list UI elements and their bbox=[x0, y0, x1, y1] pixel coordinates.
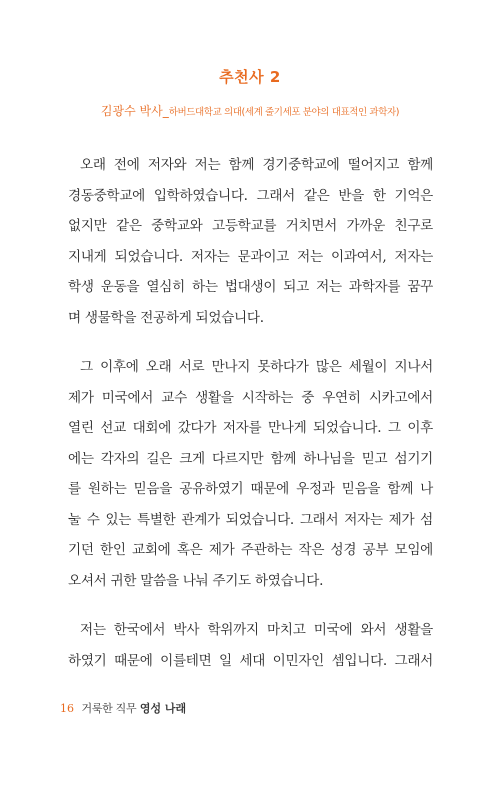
text-line: 없지만 같은 중학교와 고등학교를 거치면서 가까운 친구로 bbox=[68, 218, 433, 234]
page-number: 16 bbox=[60, 702, 74, 715]
page-heading: 추천사 2 bbox=[219, 68, 281, 86]
text-line: 에는 각자의 길은 크게 다르지만 함께 하나님을 믿고 섬기기 bbox=[68, 450, 433, 467]
text-line: 열린 선교 대회에 갔다가 저자를 만나게 되었습니다. 그 이후 bbox=[68, 420, 433, 436]
text-line: 오셔서 귀한 말씀을 나눠 주기도 하였습니다. bbox=[68, 572, 324, 589]
text-line: 며 생물학을 전공하게 되었습니다. bbox=[68, 309, 264, 326]
text-line: 눌 수 있는 특별한 관계가 되었습니다. 그래서 저자는 제가 섬 bbox=[68, 511, 433, 528]
text-line: 그 이후에 오래 서로 만나지 못하다가 많은 세월이 지나서 bbox=[80, 359, 433, 375]
text-line: 저는 한국에서 박사 학위까지 마치고 미국에 와서 생활을 bbox=[80, 622, 433, 638]
text-line: 오래 전에 저자와 저는 함께 경기중학교에 떨어지고 함께 bbox=[80, 157, 433, 173]
text-line: 를 원하는 믿음을 공유하였기 때문에 우정과 믿음을 함께 나 bbox=[68, 481, 433, 497]
page-footer bbox=[60, 700, 186, 716]
text-line: 하였기 때문에 이를테면 일 세대 이민자인 셈입니다. 그래서 bbox=[68, 652, 433, 669]
text-line: 경동중학교에 입학하였습니다. 그래서 같은 반을 한 기억은 bbox=[68, 187, 433, 204]
text-line: 기던 한인 교회에 혹은 제가 주관하는 작은 성경 공부 모임에 bbox=[68, 542, 433, 558]
author-name: 김광수 박사_ bbox=[100, 104, 169, 118]
paragraph-2 bbox=[68, 352, 433, 596]
book-title: 영성 나래 bbox=[139, 702, 187, 715]
series-title: 거룩한 직무 bbox=[81, 702, 137, 715]
paragraph-3 bbox=[68, 615, 433, 676]
text-line: 학생 운동을 열심히 하는 법대생이 되고 저는 과학자를 꿈꾸 bbox=[68, 279, 433, 295]
text-line: 지내게 되었습니다. 저자는 문과이고 저는 이과여서, 저자는 bbox=[68, 248, 433, 265]
author-affiliation: 하버드대학교 의대(세계 줄기세포 분야의 대표적인 과학자) bbox=[168, 107, 400, 118]
text-line: 제가 미국에서 교수 생활을 시작하는 중 우연히 시카고에서 bbox=[68, 389, 433, 406]
author-line bbox=[0, 100, 500, 119]
paragraph-1 bbox=[68, 150, 433, 333]
